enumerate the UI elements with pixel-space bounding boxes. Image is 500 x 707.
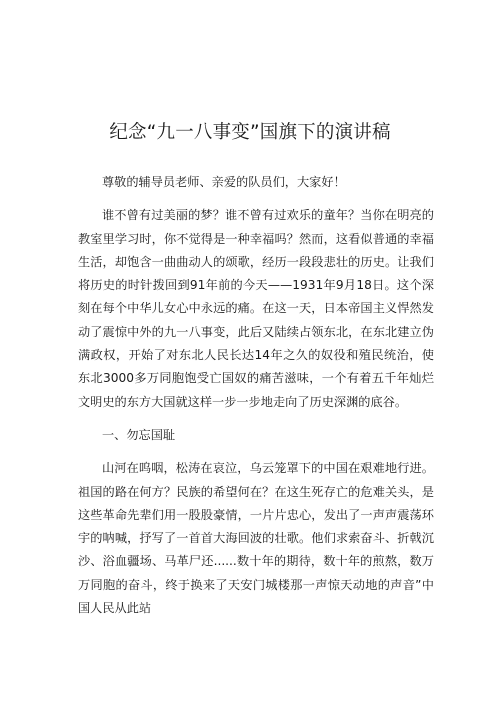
greeting-line: 尊敬的辅导员老师、亲爱的队员们，大家好！: [102, 175, 346, 189]
section-paragraph: 山河在呜咽，松涛在哀泣，乌云笼罩下的中国在艰难地行进。祖国的路在何方？民族的希望何在？在这生死存亡的危难关头，是这些革命先辈们用一股股豪情，一片片忠心，发出了一声声震荡环宇的呐喊，抒写了一首首大海回波的壮歌。他们求索奋斗、折戟沉沙、浴血疆场、马革尸还......数十年的期待，数十年的煎熬，数万万同胞的奋斗，终于换来了天安门城楼那一声惊天动地的声音”中国人民从此站: [78, 461, 434, 616]
document-body: [78, 171, 434, 620]
section-heading: 一、勿忘国耻: [102, 427, 176, 442]
document-title: 纪念“九一八事变”国旗下的演讲稿: [109, 122, 391, 143]
intro-paragraph: 谁不曾有过美丽的梦？谁不曾有过欢乐的童年？当你在明亮的教室里学习时，你不觉得是一种幸福吗？然而，这看似普通的幸福生活，却饱含一曲曲动人的颂歌，经历一段段悲壮的历史。让我们将历史的时针拨回到91年前的今天——1931年9月18日。这个深刻在每个中华儿女心中永远的痛。在这一天，日本帝国主义悍然发动了震惊中外的九一八事变，此后又陆续占领东北，在东北建立伪满政权，开始了对东北人民长达14年之久的奴役和殖民统治，使东北3000多万同胞饱受亡国奴的痛苦滋味，一个有着五千年灿烂文明史的东方大国就这样一步一步地走向了历史深渊的底谷。: [78, 208, 434, 409]
